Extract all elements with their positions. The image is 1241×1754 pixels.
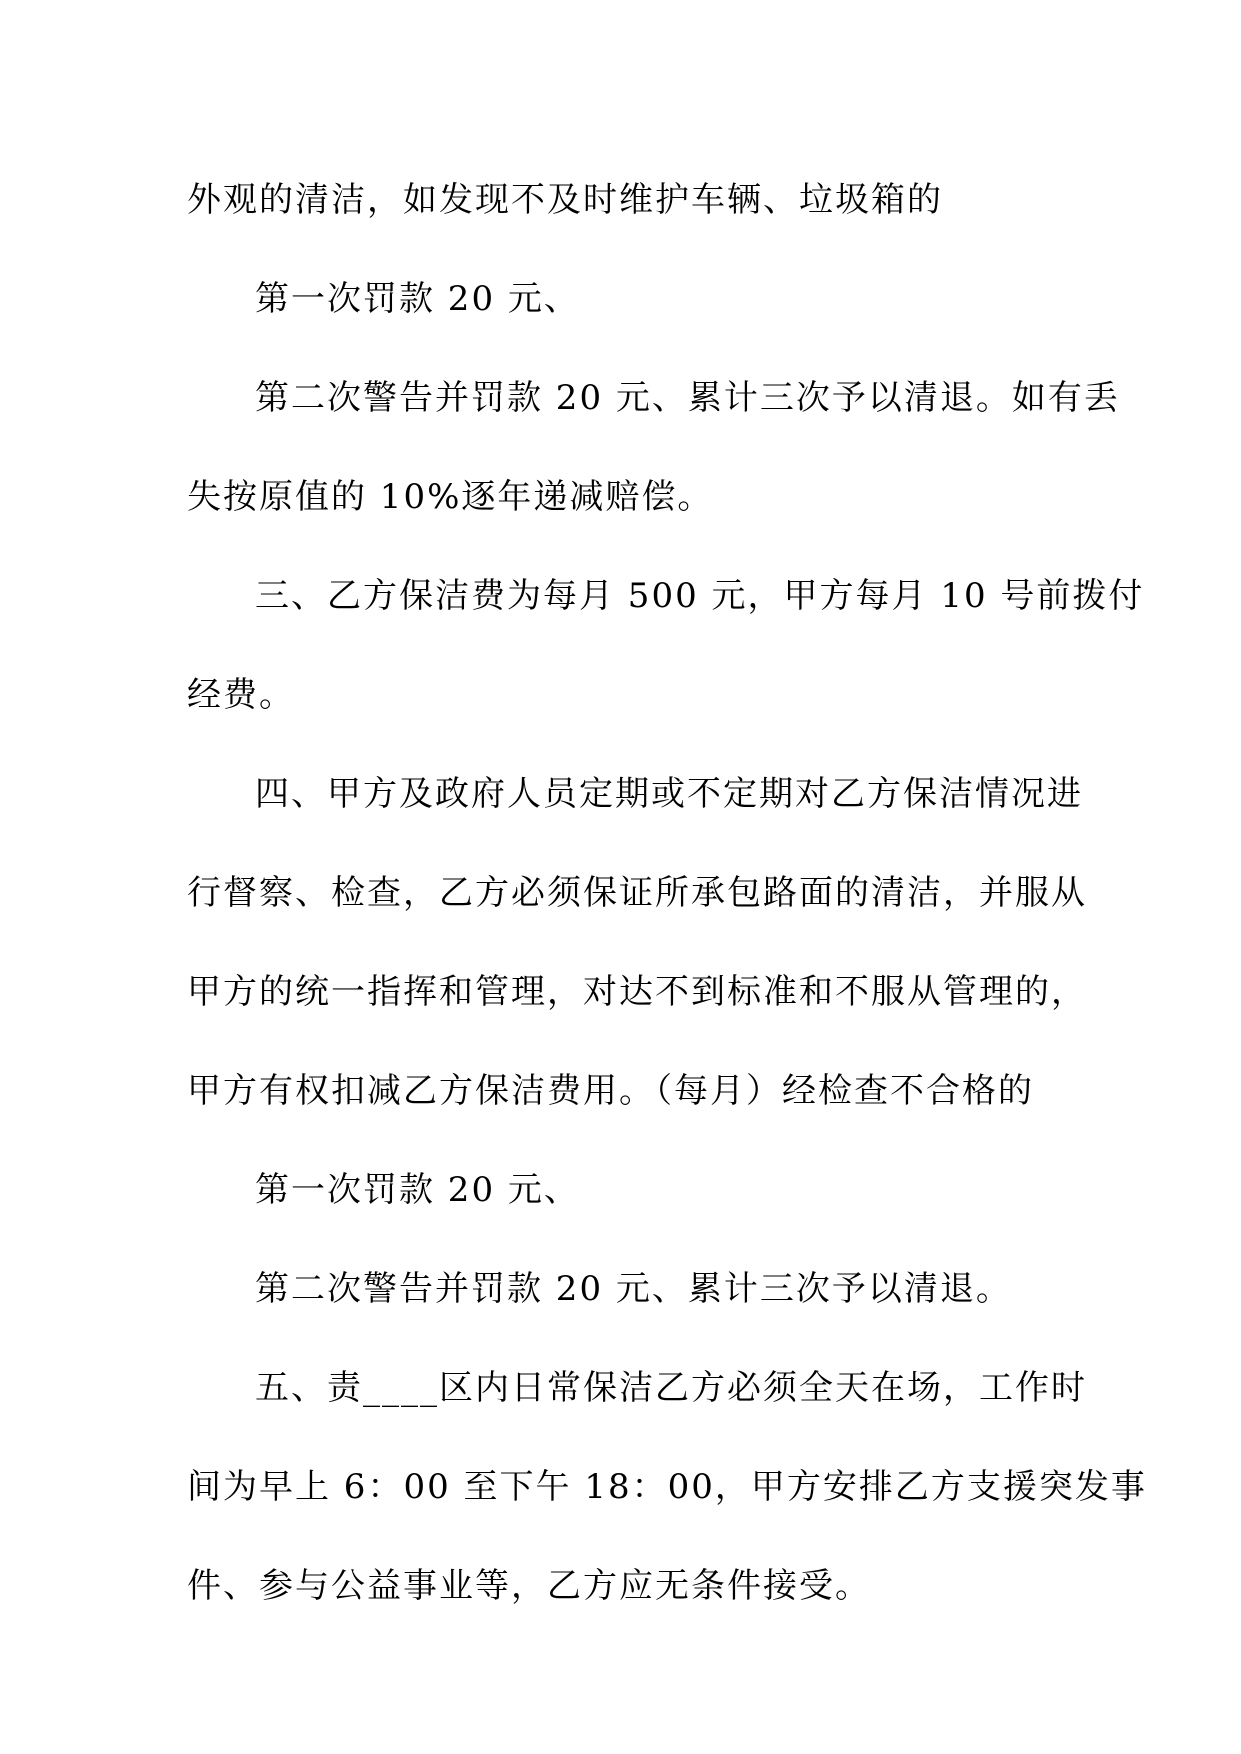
text-line: 经费。	[187, 675, 295, 715]
text-line: 失按原值的 10%逐年递减赔偿。	[187, 477, 714, 517]
text-line: 五、责____区内日常保洁乙方必须全天在场，工作时	[255, 1368, 1087, 1408]
text-line: 外观的清洁，如发现不及时维护车辆、垃圾箱的	[187, 180, 943, 220]
text-line: 甲方的统一指挥和管理，对达不到标准和不服从管理的，	[187, 972, 1087, 1012]
text-line: 三、乙方保洁费为每月 500 元，甲方每月 10 号前拨付	[255, 576, 1145, 616]
text-line: 件、参与公益事业等，乙方应无条件接受。	[187, 1566, 871, 1606]
text-line: 第二次警告并罚款 20 元、累计三次予以清退。如有丢	[255, 378, 1120, 418]
text-line: 四、甲方及政府人员定期或不定期对乙方保洁情况进	[255, 774, 1083, 814]
text-line: 第一次罚款 20 元、	[255, 279, 580, 319]
text-line: 第二次警告并罚款 20 元、累计三次予以清退。	[255, 1269, 1012, 1309]
text-line: 行督察、检查，乙方必须保证所承包路面的清洁，并服从	[187, 873, 1087, 913]
text-line: 间为早上 6：00 至下午 18：00，甲方安排乙方支援突发事	[187, 1467, 1147, 1507]
text-line: 甲方有权扣减乙方保洁费用。（每月）经检查不合格的	[187, 1071, 1034, 1111]
text-line: 第一次罚款 20 元、	[255, 1170, 580, 1210]
